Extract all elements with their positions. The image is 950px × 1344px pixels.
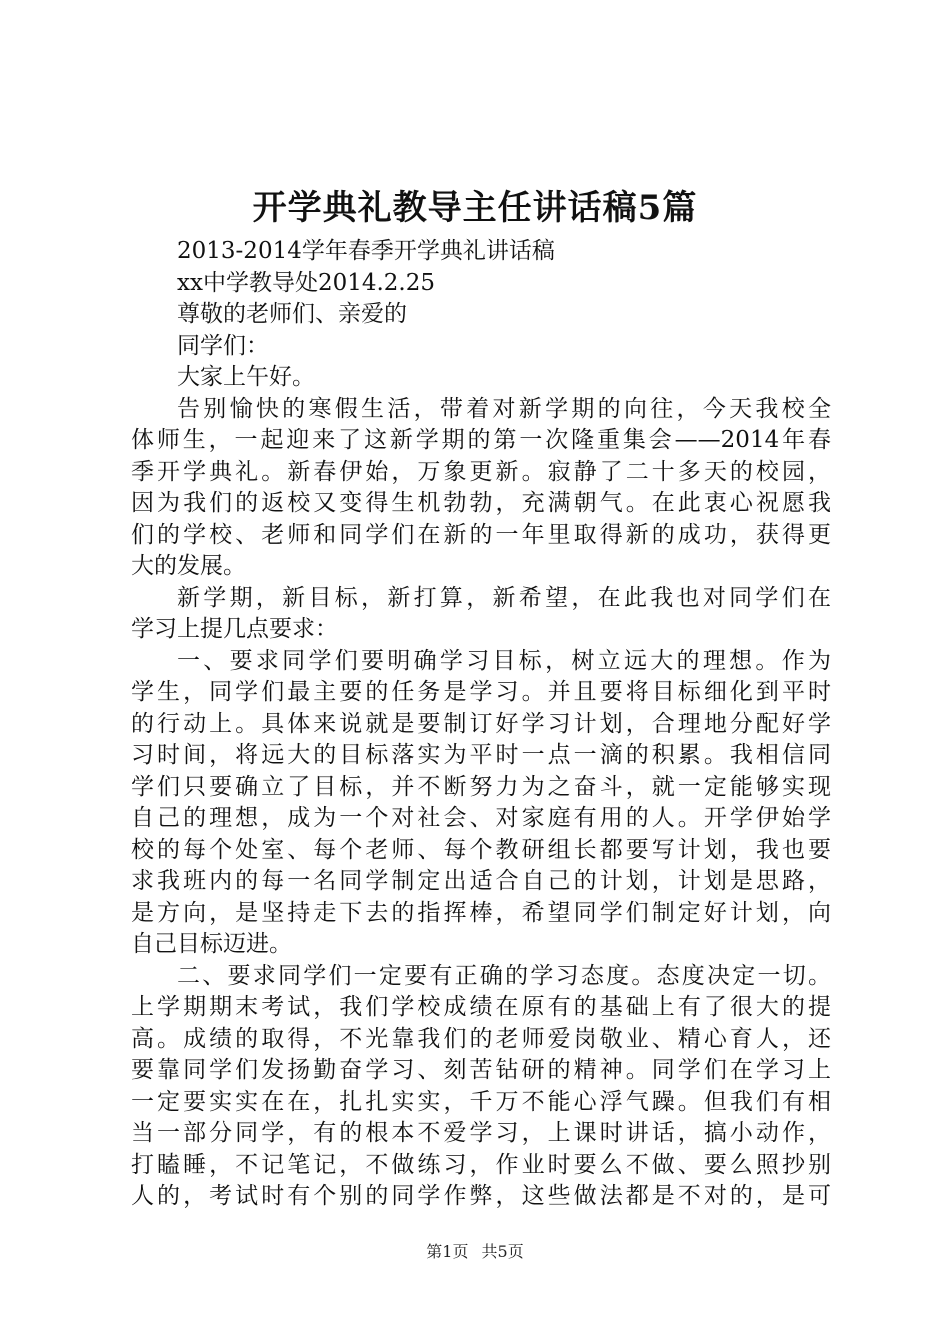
text-line: xx中学教导处2014.2.25 — [177, 269, 435, 296]
text-line: 大家上午好。 — [177, 364, 315, 390]
text-line: 二、要求同学们一定要有正确的学习态度。态度决定一切。 — [177, 962, 831, 989]
page-number: 第1页 — [426, 1242, 469, 1261]
text-line: 大的发展。 — [131, 553, 246, 579]
text-line: 人的，考试时有个别的同学作弊，这些做法都是不对的，是可 — [131, 1183, 831, 1209]
text-line: 同学们： — [177, 332, 269, 359]
text-line: 自己的理想，成为一个对社会、对家庭有用的人。开学伊始学 — [131, 805, 831, 831]
text-line: 体师生，一起迎来了这新学期的第一次隆重集会——2014年春 — [131, 427, 831, 453]
text-line: 一定要实实在在，扎扎实实，千万不能心浮气躁。但我们有相 — [131, 1088, 831, 1115]
text-line: 要靠同学们发扬勤奋学习、刻苦钻研的精神。同学们在学习上 — [131, 1057, 831, 1083]
text-line: 季开学典礼。新春伊始，万象更新。寂静了二十多天的校园， — [131, 458, 831, 485]
text-line: 上学期期末考试，我们学校成绩在原有的基础上有了很大的提 — [131, 994, 831, 1020]
text-line: 们的学校、老师和同学们在新的一年里取得新的成功，获得更 — [131, 521, 831, 548]
text-line: 高。成绩的取得，不光靠我们的老师爱岗敬业、精心育人，还 — [131, 1025, 831, 1052]
text-line: 告别愉快的寒假生活，带着对新学期的向往，今天我校全 — [177, 395, 831, 422]
text-line: 2013-2014学年春季开学典礼讲话稿 — [177, 238, 555, 264]
text-line: 新学期，新目标，新打算，新希望，在此我也对同学们在 — [177, 584, 831, 611]
text-line: 自己目标迈进。 — [131, 931, 292, 957]
text-line: 尊敬的老师们、亲爱的 — [177, 301, 407, 327]
document-body — [131, 236, 831, 1213]
text-line: 求我班内的每一名同学制定出适合自己的计划，计划是思路， — [131, 868, 831, 894]
text-line: 打瞌睡，不记笔记，不做练习，作业时要么不做、要么照抄别 — [131, 1151, 831, 1178]
text-line: 学生，同学们最主要的任务是学习。并且要将目标细化到平时 — [131, 679, 831, 705]
text-line: 习时间，将远大的目标落实为平时一点一滴的积累。我相信同 — [131, 742, 831, 768]
text-line: 是方向，是坚持走下去的指挥棒，希望同学们制定好计划，向 — [131, 899, 831, 926]
text-line: 一、要求同学们要明确学习目标，树立远大的理想。作为 — [177, 647, 831, 674]
text-line: 学习上提几点要求： — [131, 616, 338, 642]
text-line: 当一部分同学，有的根本不爱学习，上课时讲话，搞小动作， — [131, 1120, 831, 1146]
page-total: 共5页 — [481, 1242, 524, 1261]
text-line: 因为我们的返校又变得生机勃勃，充满朝气。在此衷心祝愿我 — [131, 490, 831, 516]
document-title: 开学典礼教导主任讲话稿5篇 — [252, 188, 698, 228]
text-line: 学们只要确立了目标，并不断努力为之奋斗，就一定能够实现 — [131, 773, 831, 800]
text-line: 的行动上。具体来说就是要制订好学习计划，合理地分配好学 — [131, 710, 831, 737]
text-line: 校的每个处室、每个老师、每个教研组长都要写计划，我也要 — [131, 836, 831, 863]
page-footer — [0, 1240, 950, 1264]
